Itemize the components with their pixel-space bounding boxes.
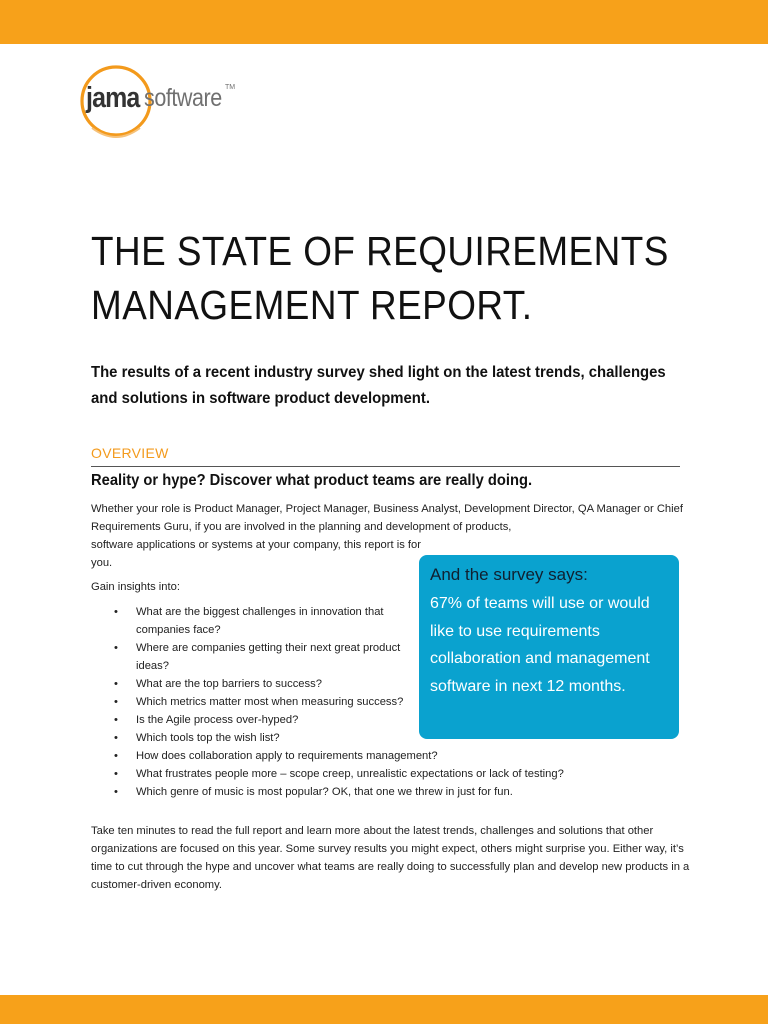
section-heading: Reality or hype? Discover what product teams are really doing. <box>91 472 533 489</box>
bullet-icon: • <box>114 606 118 618</box>
bottom-accent-bar <box>0 995 768 1024</box>
section-divider <box>91 466 680 467</box>
gain-insights-label: Gain insights into: <box>91 581 180 593</box>
logo-software-text: software <box>144 84 222 112</box>
closing-paragraph: Take ten minutes to read the full report and learn more about the latest trends, challenges and solutions that other organizations are focused on this year. Some survey results you might expect, others might surprise you. Either way, it’s time to cut through the hype and uncover what teams are really doing to successfully plan and develop new products in a customer-driven economy. <box>91 825 690 891</box>
logo-trademark: TM <box>225 84 236 91</box>
list-item-text: How does collaboration apply to requirements management? <box>136 750 438 762</box>
jama-software-logo <box>78 62 248 152</box>
callout-title: And the survey says: <box>430 565 588 584</box>
report-title <box>91 224 669 332</box>
overview-label: OVERVIEW <box>91 445 169 461</box>
list-item <box>114 693 406 711</box>
bullet-icon: • <box>114 678 118 690</box>
list-item-text: What are the biggest challenges in innovation that companies face? <box>136 606 384 636</box>
bullet-icon: • <box>114 732 118 744</box>
report-title-line-2: MANAGEMENT REPORT. <box>91 282 533 328</box>
list-item <box>114 711 416 729</box>
survey-callout-box <box>419 555 679 739</box>
bullet-icon: • <box>114 642 118 654</box>
logo-jama-text: jama <box>86 82 140 114</box>
list-item-text: Where are companies getting their next great product ideas? <box>136 642 401 672</box>
list-item <box>114 729 416 747</box>
top-accent-bar <box>0 0 768 44</box>
list-item <box>114 639 406 675</box>
report-title-line-1: THE STATE OF REQUIREMENTS <box>91 228 669 274</box>
list-item-text: Which genre of music is most popular? OK, that one we threw in just for fun. <box>136 786 513 798</box>
callout-body: 67% of teams will use or would like to use requirements collaboration and management software in next 12 months. <box>430 595 650 695</box>
bullet-icon: • <box>114 696 118 708</box>
list-item <box>114 603 406 639</box>
list-item <box>114 747 696 765</box>
list-item-text: Which metrics matter most when measuring success? <box>136 696 404 708</box>
list-item <box>114 783 716 801</box>
list-item <box>114 675 416 693</box>
list-item-text: What frustrates people more – scope creep, unrealistic expectations or lack of testing? <box>136 768 564 780</box>
list-item <box>114 765 716 783</box>
intro-paragraph-continued: software applications or systems at your company, this report is for you. <box>91 539 421 569</box>
bullet-icon: • <box>114 714 118 726</box>
bullet-icon: • <box>114 750 118 762</box>
report-subtitle: The results of a recent industry survey shed light on the latest trends, challenges and solutions in software product development. <box>91 364 666 407</box>
bullet-icon: • <box>114 768 118 780</box>
intro-paragraph: Whether your role is Product Manager, Project Manager, Business Analyst, Development Director, QA Manager or Chief Requirements Guru, if you are involved in the planning and development of products, <box>91 503 683 533</box>
bullet-icon: • <box>114 786 118 798</box>
list-item-text: What are the top barriers to success? <box>136 678 322 690</box>
list-item-text: Which tools top the wish list? <box>136 732 280 744</box>
list-item-text: Is the Agile process over-hyped? <box>136 714 299 726</box>
